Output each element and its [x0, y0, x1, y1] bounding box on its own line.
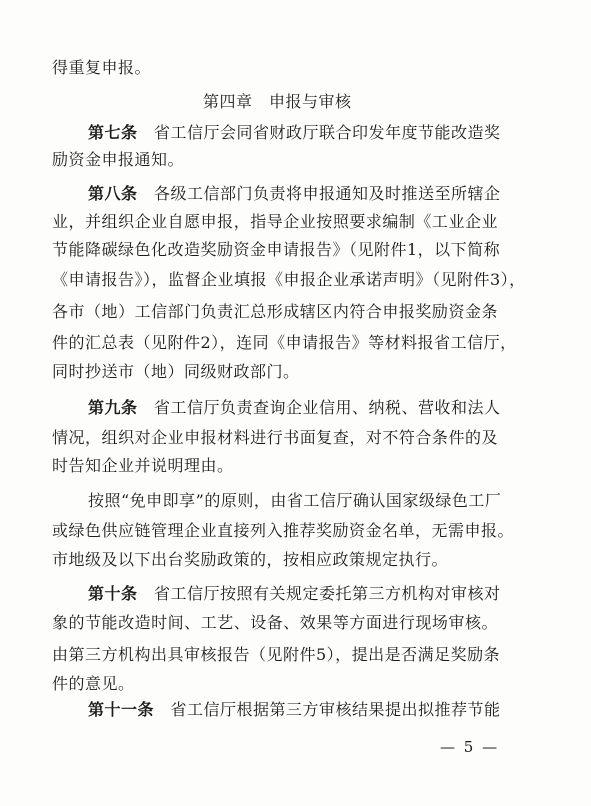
line-text: 件的意见。 [52, 674, 135, 693]
text-line [0, 184, 591, 204]
article-number: 第八条 [88, 184, 138, 203]
line-text: 节能降碳绿色化改造奖励资金申请报告》（见附件1，以下简称 [52, 240, 501, 259]
text-line [0, 270, 591, 290]
line-text: 由第三方机构出具审核报告（见附件5），提出是否满足奖励条 [52, 645, 501, 664]
text-line [0, 491, 591, 511]
text-line [0, 362, 591, 382]
text-line [0, 584, 591, 604]
text-line [0, 674, 591, 694]
line-text: 市地级及以下出台奖励政策的，按相应政策规定执行。 [52, 550, 449, 569]
text-line [0, 645, 591, 665]
text-line [0, 123, 591, 143]
article-number: 第七条 [88, 123, 138, 142]
text-line [0, 398, 591, 418]
article-number: 第十条 [88, 584, 138, 603]
text-line [0, 456, 591, 476]
page-number: — 5 — [440, 738, 500, 756]
line-text: 或绿色供应链管理企业直接列入推荐奖励资金名单，无需申报。 [52, 521, 515, 540]
line-text: 件的汇总表（见附件2），连同《申请报告》等材料报省工信厅， [52, 333, 517, 352]
line-text: 省工信厅根据第三方审核结果提出拟推荐节能 [154, 700, 501, 719]
line-text: 省工信厅负责查询企业信用、纳税、营收和法人 [137, 398, 501, 417]
text-line [0, 613, 591, 633]
text-line [0, 92, 591, 112]
text-line [0, 521, 591, 541]
line-text: 得重复申报。 [52, 58, 152, 77]
text-line [0, 150, 591, 170]
article-number: 第十一条 [88, 700, 155, 719]
text-line [0, 212, 591, 232]
line-text: 象的节能改造时间、工艺、设备、效果等方面进行现场审核。 [52, 613, 498, 632]
text-line [0, 58, 591, 78]
text-line [0, 550, 591, 570]
line-text: 省工信厅按照有关规定委托第三方机构对审核对 [137, 584, 501, 603]
line-text: 励资金申报通知。 [52, 150, 185, 169]
line-text: 省工信厅会同省财政厅联合印发年度节能改造奖 [137, 123, 501, 142]
text-line [0, 428, 591, 448]
line-text: 时告知企业并说明理由。 [52, 456, 234, 475]
line-text: 业，并组织企业自愿申报，指导企业按照要求编制《工业企业 [52, 212, 498, 231]
line-text: 各市（地）工信部门负责汇总形成辖区内符合申报奖励资金条 [52, 302, 498, 321]
chapter-heading: 第四章 申报与审核 [203, 92, 352, 111]
text-line [0, 333, 591, 353]
article-number: 第九条 [88, 398, 138, 417]
text-line [0, 700, 591, 720]
line-text: 各级工信部门负责将申报通知及时推送至所辖企 [137, 184, 501, 203]
text-line [0, 302, 591, 322]
line-text: 《申请报告》），监督企业填报《申报企业承诺声明》（见附件3）， [52, 270, 526, 289]
text-line [0, 240, 591, 260]
line-text: 情况，组织对企业申报材料进行书面复查，对不符合条件的及 [52, 428, 498, 447]
line-text: 同时抄送市（地）同级财政部门。 [52, 362, 300, 381]
line-text: 按照“免申即享”的原则，由省工信厅确认国家级绿色工厂 [88, 491, 502, 510]
